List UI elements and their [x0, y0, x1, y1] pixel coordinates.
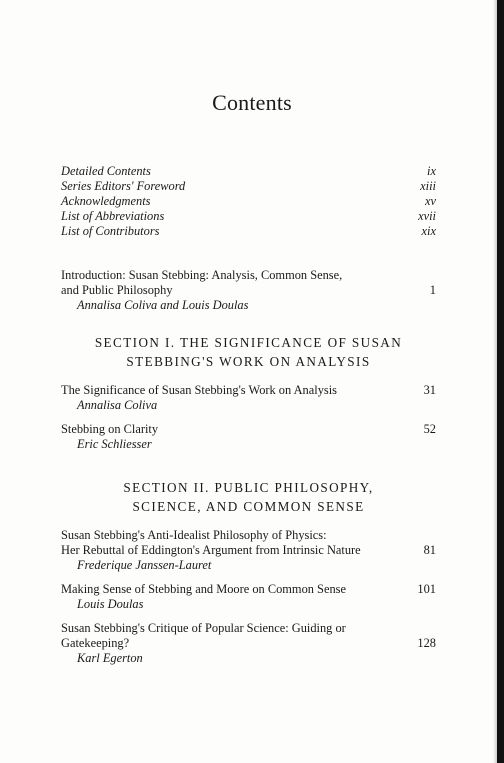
toc-entry-title-line: and Public Philosophy: [61, 283, 173, 297]
toc-entry-title-row: [61, 383, 436, 398]
toc-entry-title-line: Her Rebuttal of Eddington's Argument from Intrinsic Nature: [61, 543, 361, 557]
table-of-contents: [61, 164, 436, 675]
toc-entry-author: Annalisa Coliva: [77, 398, 158, 412]
toc-entry-title-row: [61, 422, 436, 437]
toc-entry-title: Stebbing on Clarity: [61, 422, 159, 436]
section-heading-line: SECTION I. THE SIGNIFICANCE OF SUSAN: [94, 335, 403, 350]
page-title: Contents: [212, 90, 292, 115]
section-heading-1: [61, 333, 436, 371]
toc-entry-chapter[interactable]: [61, 528, 436, 573]
toc-entry-title: Making Sense of Stebbing and Moore on Common Sense: [61, 582, 346, 596]
toc-page-number: 52: [423, 422, 436, 436]
toc-entry-author: Louis Doulas: [77, 597, 144, 611]
toc-page-number: 128: [417, 636, 436, 650]
section-heading-line: STEBBING'S WORK ON ANALYSIS: [126, 354, 371, 369]
toc-entry-title-line: Introduction: Susan Stebbing: Analysis, Common Sense,: [61, 268, 343, 282]
toc-entry-chapter[interactable]: [61, 582, 436, 612]
toc-entry-title-row: [61, 543, 436, 558]
toc-page-number: ix: [427, 164, 436, 178]
toc-entry-author: Eric Schliesser: [77, 437, 152, 451]
toc-entry-title: List of Contributors: [61, 224, 160, 238]
toc-entry-author: Annalisa Coliva and Louis Doulas: [77, 298, 249, 312]
toc-entry-author: Frederique Janssen-Lauret: [77, 558, 212, 572]
toc-page-number: 81: [423, 543, 436, 557]
toc-entry-title: Acknowledgments: [61, 194, 151, 208]
section-heading-2: [61, 478, 436, 516]
toc-entry-title-row: [61, 582, 436, 597]
toc-row-detailed-contents[interactable]: [61, 164, 436, 179]
toc-entry-title-row: [61, 636, 436, 651]
toc-entry-title: The Significance of Susan Stebbing's Work on Analysis: [61, 383, 337, 397]
toc-page-number: xvii: [418, 209, 436, 223]
toc-entry-title: Detailed Contents: [61, 164, 151, 178]
toc-page-number: 101: [417, 582, 436, 596]
section-heading-line: SCIENCE, AND COMMON SENSE: [132, 499, 365, 514]
toc-entry-chapter[interactable]: [61, 621, 436, 666]
toc-entry-author: Karl Egerton: [77, 651, 143, 665]
toc-row-series-editors-foreword[interactable]: [61, 179, 436, 194]
toc-row-list-of-contributors[interactable]: [61, 224, 436, 239]
toc-entry-title-line: Gatekeeping?: [61, 636, 130, 650]
toc-page-number: 1: [429, 283, 436, 297]
toc-row-acknowledgments[interactable]: [61, 194, 436, 209]
toc-page-number: xix: [421, 224, 436, 238]
toc-page-number: 31: [423, 383, 436, 397]
section-heading-line: SECTION II. PUBLIC PHILOSOPHY,: [123, 480, 374, 495]
toc-page-number: xv: [425, 194, 436, 208]
toc-entry-chapter[interactable]: [61, 383, 436, 413]
toc-entry-chapter[interactable]: [61, 422, 436, 452]
front-matter-list: [61, 164, 436, 239]
toc-entry-introduction[interactable]: [61, 268, 436, 313]
toc-row-list-of-abbreviations[interactable]: [61, 209, 436, 224]
toc-page-number: xiii: [420, 179, 436, 193]
toc-entry-title: List of Abbreviations: [61, 209, 165, 223]
toc-entry-title-line: Susan Stebbing's Critique of Popular Science: Guiding or: [61, 621, 346, 635]
toc-entry-title: Series Editors' Foreword: [61, 179, 186, 193]
toc-entry-title-line: Susan Stebbing's Anti-Idealist Philosophy of Physics:: [61, 528, 327, 542]
toc-entry-title-row: [61, 283, 436, 298]
